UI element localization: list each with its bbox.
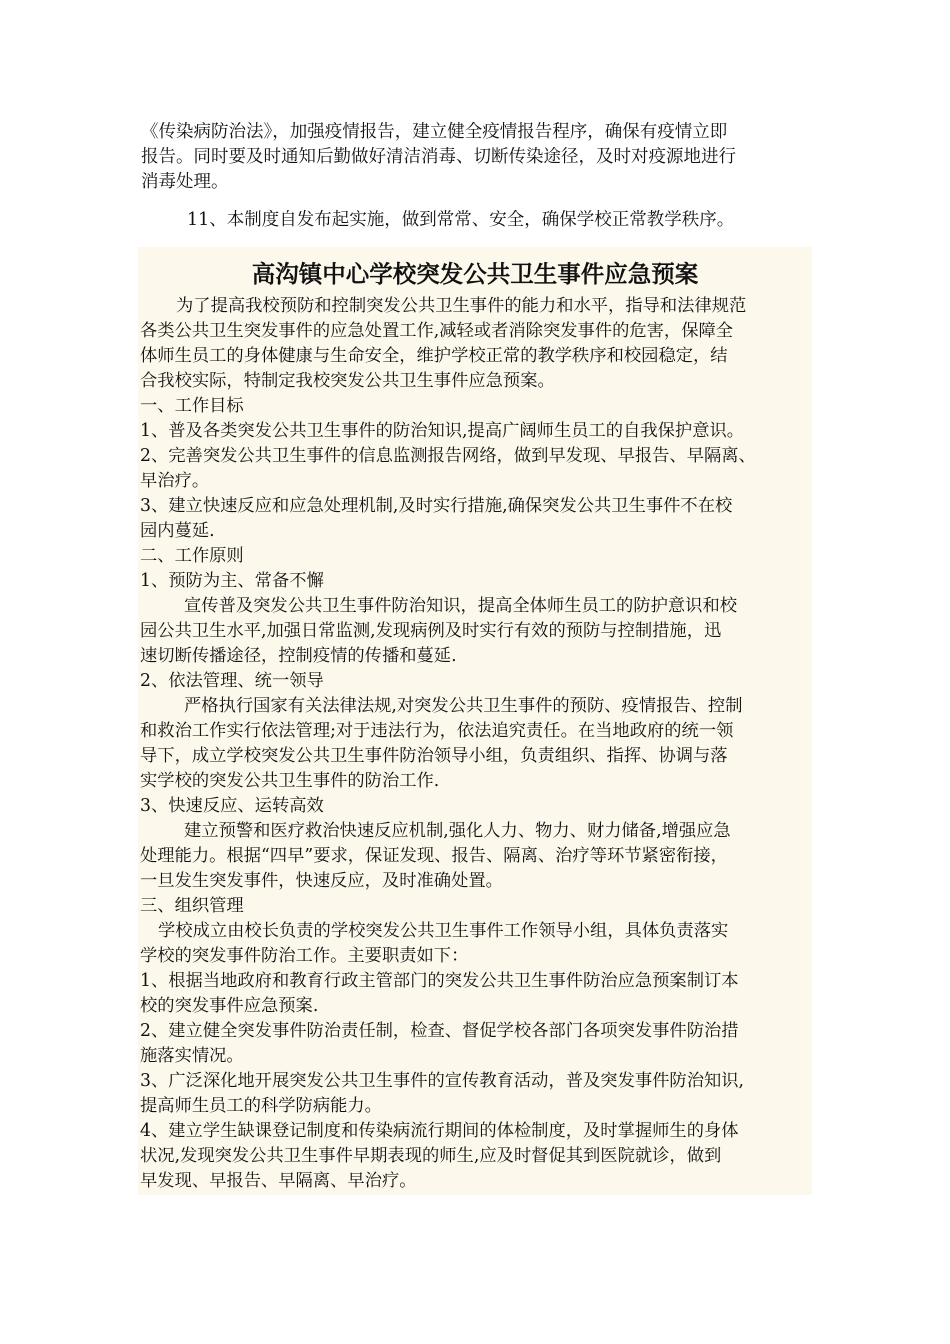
intro-line: 合我校实际，特制定我校突发公共卫生事件应急预案。 — [140, 371, 555, 391]
goal-line: 1、普及各类突发公共卫生事件的防治知识,提高广阔师生员工的自我保护意识。 — [140, 421, 745, 441]
clause-11: 11、本制度自发布起实施，做到常常、安全，确保学校正常教学秩序。 — [187, 210, 735, 230]
principle-line: 宣传普及突发公共卫生事件防治知识，提高全体师生员工的防护意识和校 — [184, 596, 738, 616]
principle-line: 导下，成立学校突发公共卫生事件防治领导小组，负责组织、指挥、协调与落 — [140, 746, 728, 766]
duty-line: 早发现、早报告、早隔离、早治疗。 — [140, 1171, 417, 1191]
plan-title: 高沟镇中心学校突发公共卫生事件应急预案 — [251, 260, 699, 288]
org-intro-line: 学校的突发事件防治工作。主要职责如下： — [140, 946, 469, 966]
duty-line: 校的突发事件应急预案. — [140, 996, 319, 1016]
intro-line: 体师生员工的身体健康与生命安全，维护学校正常的教学秩序和校园稳定，结 — [140, 346, 728, 366]
principle-heading: 2、依法管理、统一领导 — [140, 671, 324, 691]
duty-line: 4、建立学生缺课登记制度和传染病流行期间的体检制度，及时掌握师生的身体 — [140, 1121, 739, 1141]
intro-line: 各类公共卫生突发事件的应急处置工作,减轻或者消除突发事件的危害，保障全 — [140, 321, 734, 341]
plan-body — [140, 294, 812, 1194]
principle-heading: 3、快速反应、运转高效 — [140, 796, 324, 816]
principle-line: 一旦发生突发事件，快速反应，及时准确处置。 — [140, 871, 503, 891]
principle-line: 建立预警和医疗救治快速反应机制,强化人力、物力、财力储备,增强应急 — [184, 821, 731, 841]
org-intro-line: 学校成立由校长负责的学校突发公共卫生事件工作领导小组，具体负责落实 — [158, 921, 729, 941]
duty-line: 3、广泛深化地开展突发公共卫生事件的宣传教育活动，普及突发事件防治知识, — [140, 1071, 745, 1091]
goal-line: 3、建立快速反应和应急处理机制,及时实行措施,确保突发公共卫生事件不在校 — [140, 496, 733, 516]
text-line: 《传染病防治法》，加强疫情报告，建立健全疫情报告程序，确保有疫情立即 — [141, 122, 728, 142]
duty-line: 提高师生员工的科学防病能力。 — [140, 1096, 382, 1116]
duty-line: 1、根据当地政府和教育行政主管部门的突发公共卫生事件防治应急预案制订本 — [140, 971, 739, 991]
principle-heading: 1、预防为主、常备不懈 — [140, 571, 324, 591]
section-heading: 二、工作原则 — [140, 546, 244, 566]
goal-line: 2、完善突发公共卫生事件的信息监测报告网络，做到早发现、早报告、早隔离、 — [140, 446, 756, 466]
goal-line: 园内蔓延. — [140, 521, 215, 541]
previous-section-tail — [141, 120, 821, 233]
text-line: 消毒处理。 — [141, 172, 229, 192]
section-heading: 三、组织管理 — [140, 896, 244, 916]
duty-line: 2、建立健全突发事件防治责任制，检查、督促学校各部门各项突发事件防治措 — [140, 1021, 739, 1041]
intro-line: 为了提高我校预防和控制突发公共卫生事件的能力和水平，指导和法律规范 — [176, 296, 747, 316]
text-line: 报告。同时要及时通知后勤做好清洁消毒、切断传染途径，及时对疫源地进行 — [141, 147, 736, 167]
emergency-plan-section — [138, 247, 812, 1195]
principle-line: 速切断传播途径，控制疫情的传播和蔓延. — [140, 646, 457, 666]
principle-line: 处理能力。根据“四早”要求，保证发现、报告、隔离、治疗等环节紧密衔接， — [140, 846, 728, 866]
duty-line: 施落实情况。 — [140, 1046, 244, 1066]
principle-line: 严格执行国家有关法律法规,对突发公共卫生事件的预防、疫情报告、控制 — [184, 696, 743, 716]
duty-line: 状况,发现突发公共卫生事件早期表现的师生,应及时督促其到医院就诊，做到 — [140, 1146, 722, 1166]
principle-line: 实学校的突发公共卫生事件的防治工作. — [140, 771, 440, 791]
section-heading: 一、工作目标 — [140, 396, 244, 416]
principle-line: 和救治工作实行依法管理;对于违法行为，依法追究责任。在当地政府的统一领 — [140, 721, 734, 741]
goal-line: 早治疗。 — [140, 471, 210, 491]
principle-line: 园公共卫生水平,加强日常监测,发现病例及时实行有效的预防与控制措施，迅 — [140, 621, 722, 641]
